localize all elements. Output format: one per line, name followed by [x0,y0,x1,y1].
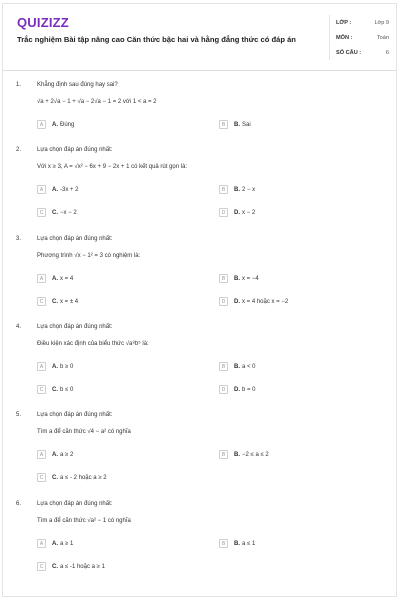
option-letter: A. [52,186,58,193]
option-c[interactable] [37,297,78,306]
question-statement: Phương trình √x − 1² = 3 có nghiệm là: [37,253,141,259]
option-a[interactable] [37,120,74,129]
option-text: a ≤ -1 hoặc a ≥ 1 [60,563,105,570]
meta-count-label: SỐ CÂU : [336,49,362,56]
option-box: C [37,297,46,306]
question-number: 6. [16,501,22,507]
option-box: B [219,539,228,548]
option-text: a ≤ 1 [242,540,256,547]
option-letter: C. [52,209,58,216]
option-d[interactable] [219,297,288,306]
option-b[interactable] [219,362,256,371]
option-b[interactable] [219,450,269,459]
option-letter: A. [52,451,58,458]
option-a[interactable] [37,362,73,371]
option-letter: B. [234,186,240,193]
option-text: x = −4 [242,275,259,282]
question-number: 2. [16,147,22,153]
option-box: C [37,562,46,571]
question-statement: Điều kiện xác định của biểu thức √a⁸b⁵ là: [37,341,149,347]
option-text: −x − 2 [60,209,77,216]
option-text: x = ± 4 [60,298,79,305]
question-statement: Tìm a để căn thức √a² − 1 có nghĩa [37,518,131,524]
option-c[interactable] [37,562,105,571]
option-box: C [37,208,46,217]
option-letter: C. [52,563,58,570]
option-letter: B. [234,275,240,282]
option-text: a ≤ - 2 hoặc a ≥ 2 [60,474,107,481]
meta-class-row [336,15,393,30]
question-number: 4. [16,324,22,330]
option-letter: A. [52,363,58,370]
option-a[interactable] [37,274,73,283]
quiz-header [3,4,396,71]
option-box: B [219,185,228,194]
question-statement: Với x ≥ 3, A = √x² − 6x + 9 − 2x + 1 có kết quả rút gọn là: [37,164,188,170]
option-letter: A. [52,121,58,128]
question-number: 3. [16,236,22,242]
meta-class-label: LỚP : [336,19,352,26]
meta-count-row [336,45,393,60]
meta-class-value: Lớp 9 [374,19,389,26]
option-a[interactable] [37,450,73,459]
option-letter: D. [234,386,240,393]
option-box: C [37,473,46,482]
option-text: x − 2 [242,209,256,216]
option-box: A [37,450,46,459]
option-box: A [37,274,46,283]
option-letter: C. [52,474,58,481]
option-letter: C. [52,298,58,305]
option-c[interactable] [37,208,77,217]
meta-subject-value: Toán [376,34,389,41]
option-b[interactable] [219,185,255,194]
option-text: b ≤ 0 [60,386,74,393]
option-box: B [219,274,228,283]
option-letter: B. [234,540,240,547]
option-box: A [37,120,46,129]
option-text: x = 4 hoặc x = −2 [242,298,289,305]
quiz-meta [329,15,393,60]
option-a[interactable] [37,185,79,194]
option-c[interactable] [37,385,73,394]
option-text: x = 4 [60,275,74,282]
question-prompt: Lựa chọn đáp án đúng nhất: [37,147,113,153]
question-prompt: Lựa chọn đáp án đúng nhất: [37,236,113,242]
meta-count-value: 6 [385,49,389,56]
option-letter: A. [52,275,58,282]
question-statement: √a + 2√a − 1 + √a − 2√a − 1 = 2 với 1 < a = 2 [37,99,157,105]
option-box: A [37,362,46,371]
option-text: -3x + 2 [60,186,79,193]
quizizz-logo: QUIZIZZ [17,15,69,30]
option-box: D [219,208,228,217]
option-box: B [219,362,228,371]
option-text: Sai [242,121,251,128]
option-letter: B. [234,451,240,458]
question-number: 1. [16,82,22,88]
option-letter: A. [52,540,58,547]
option-letter: B. [234,121,240,128]
option-text: a ≥ 1 [60,540,74,547]
option-text: b = 0 [242,386,256,393]
option-box: D [219,385,228,394]
question-statement: Tìm a để căn thức √4 − a² có nghĩa [37,429,131,435]
option-letter: D. [234,209,240,216]
option-box: C [37,385,46,394]
question-prompt: Khẳng định sau đúng hay sai? [37,82,118,88]
quiz-title: Trắc nghiệm Bài tập nâng cao Căn thức bậc hai và hằng đẳng thức có đáp án [17,35,296,44]
option-b[interactable] [219,539,255,548]
option-d[interactable] [219,208,255,217]
question-prompt: Lựa chọn đáp án đúng nhất: [37,412,113,418]
option-text: a < 0 [242,363,256,370]
option-a[interactable] [37,539,73,548]
option-box: B [219,120,228,129]
meta-subject-row [336,30,393,45]
option-letter: C. [52,386,58,393]
question-number: 5. [16,412,22,418]
option-text: Đúng [60,121,75,128]
option-text: b ≥ 0 [60,363,74,370]
option-box: D [219,297,228,306]
option-text: a ≥ 2 [60,451,74,458]
question-prompt: Lựa chọn đáp án đúng nhất: [37,324,113,330]
question-prompt: Lựa chọn đáp án đúng nhất: [37,501,113,507]
option-letter: D. [234,298,240,305]
option-text: −2 ≤ a ≤ 2 [242,451,269,458]
option-box: A [37,539,46,548]
quiz-page [2,3,397,597]
option-letter: B. [234,363,240,370]
option-d[interactable] [219,385,256,394]
meta-subject-label: MÔN : [336,34,353,41]
option-text: 2 − x [242,186,256,193]
option-b[interactable] [219,120,251,129]
option-c[interactable] [37,473,107,482]
option-box: A [37,185,46,194]
option-box: B [219,450,228,459]
option-b[interactable] [219,274,259,283]
